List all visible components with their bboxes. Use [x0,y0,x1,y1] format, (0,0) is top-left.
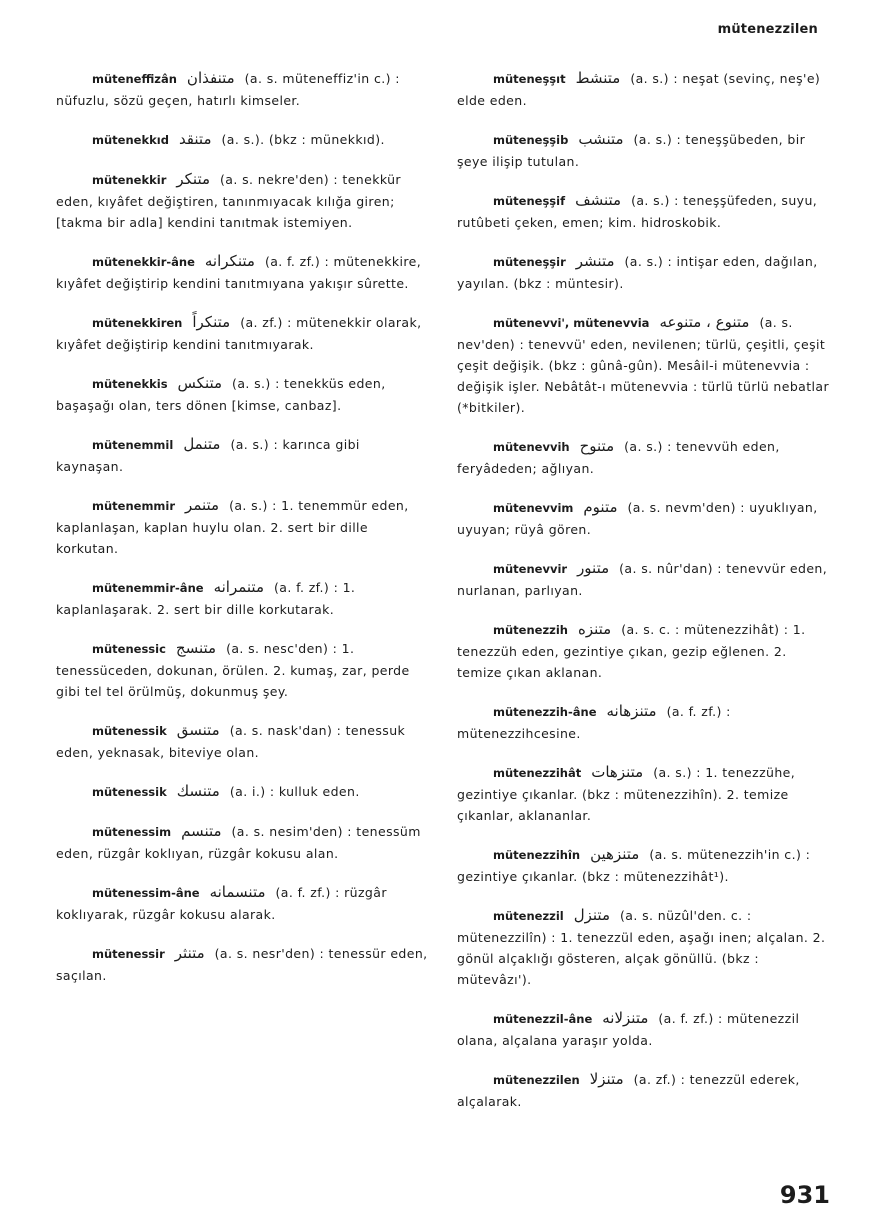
dictionary-entry [457,558,829,601]
running-head: mütenezzilen [717,22,818,37]
dictionary-entry [457,129,829,172]
dictionary-entry [56,821,428,864]
entry-definition: (a. s. nevm'den) : uyuklıyan, uyuyan; rüyâ gören. [457,500,818,537]
entry-definition: (a. s. nesr'den) : tenessür eden, saçılan. [56,946,428,983]
entry-arabic-script: متنسج [175,639,217,657]
entry-definition: (a. s. nesim'den) : tenessüm eden, rüzgâr koklıyan, rüzgâr kokusu alan. [56,824,421,861]
entry-headword: mütenemmir-âne [92,581,204,595]
entry-headword: mütenezzilen [493,1073,580,1087]
dictionary-entry [56,720,428,763]
entry-headword: mütenekkir-âne [92,255,195,269]
entry-definition: (a. s. nesc'den) : 1. tenessüceden, dokunan, örülen. 2. kumaş, zar, perde gibi tel tel örülmüş, dokunmuş şey. [56,641,410,699]
entry-arabic-script: متنوح [579,437,615,455]
entry-headword: müteneşşir [493,255,566,269]
dictionary-entry [457,1069,829,1112]
entry-headword: mütenessic [92,642,166,656]
dictionary-entry [457,701,829,744]
dictionary-entry [457,844,829,887]
dictionary-entry [457,1008,829,1051]
entry-headword: mütenezzil-âne [493,1012,593,1026]
dictionary-entry [56,434,428,477]
entry-headword: mütenezzih-âne [493,705,597,719]
dictionary-entry [457,436,829,479]
dictionary-entry [457,762,829,826]
entry-arabic-script: متنزه [577,620,612,638]
dictionary-entry [56,312,428,355]
entry-definition: (a. i.) : kulluk eden. [229,784,360,799]
entry-definition: (a. s.) : tenevvüh eden, feryâdeden; ağlıyan. [457,439,780,476]
entry-headword: mütenevvir [493,562,568,576]
dictionary-entry [56,68,428,111]
entry-arabic-script: متنفذان [186,69,235,87]
entry-headword: mütenessik [92,724,167,738]
entry-definition: (a. s.) : 1. tenemmür eden, kaplanlaşan, kaplan huylu olan. 2. sert bir dille korkutan. [56,498,409,556]
entry-definition: (a. s. müteneffiz'in c.) : nüfuzlu, sözü geçen, hatırlı kimseler. [56,71,400,108]
entry-definition: (a. f. zf.) : 1. kaplanlaşarak. 2. sert bir dille korkutarak. [56,580,356,617]
entry-definition: (a. s. nev'den) : tenevvü' eden, nevilenen; türlü, çeşitli, çeşit çeşit değişik. (bkz : gûnâ-gûn). Mesâil-i mütenevvia : değişik işler. Nebâtât-ı mütenevvia : türlü türlü nebatlar (*bitkiler). [457,315,830,415]
entry-arabic-script: متنشر [575,252,615,270]
entry-headword: mütenekkıd [92,133,169,147]
entry-definition: (a. s.) : 1. tenezzühe, gezintiye çıkanlar. (bkz : mütenezzihîn). 2. temize çıkanlar, aklananlar. [457,765,796,823]
entry-arabic-script: متنزهين [590,845,640,863]
entry-headword: mütenezzih [493,623,568,637]
dictionary-entry [56,943,428,986]
entry-arabic-script: متنزلانه [602,1009,649,1027]
entry-arabic-script: متنسم [181,822,222,840]
entry-definition: (a. f. zf.) : rüzgâr koklıyarak, rüzgâr kokusu alarak. [56,885,387,922]
dictionary-entry [56,781,428,803]
entry-definition: (a. s. mütenezzih'in c.) : gezintiye çıkanlar. (bkz : mütenezzihât¹). [457,847,811,884]
entry-headword: mütenevvih [493,440,570,454]
entry-headword: mütenessim [92,825,172,839]
entry-arabic-script: متنمرانه [213,578,264,596]
dictionary-entry [457,497,829,540]
entry-arabic-script: متنشب [578,130,624,148]
dictionary-entry [56,129,428,151]
entry-arabic-script: متنزهات [591,763,644,781]
entry-definition: (a. f. zf.) : mütenezzihcesine. [457,704,731,741]
entry-arabic-script: متنكر [176,170,211,188]
entry-definition: (a. zf.) : mütenekkir olarak, kıyâfet değiştirip kendini tanıtmıyarak. [56,315,422,352]
entry-headword: mütenezzihîn [493,848,581,862]
entry-arabic-script: متنكراً [192,313,231,331]
entry-arabic-script: متنمر [185,496,220,514]
entry-headword: müteneffizân [92,72,177,86]
entry-arabic-script: متنسمانه [209,883,266,901]
entry-definition: (a. s.) : karınca gibi kaynaşan. [56,437,360,474]
entry-definition: (a. s. nûr'dan) : tenevvür eden, nurlanan, parlıyan. [457,561,828,598]
entry-headword: mütenekkis [92,377,168,391]
entry-headword: mütenessir [92,947,165,961]
entry-arabic-script: متنسك [176,782,220,800]
entry-arabic-script: متنزل [573,906,610,924]
entry-definition: (a. s. nüzûl'den. c. : mütenezzilîn) : 1. tenezzül eden, aşağı inen; alçalan. 2. gönül alçaklığı gösteren, alçak gönüllü. (bkz : mütevâzı'). [457,908,826,987]
entry-headword: mütenekkiren [92,316,183,330]
entry-definition: (a. s.) : teneşşübeden, bir şeye ilişip tutulan. [457,132,806,169]
entry-definition: (a. s. nekre'den) : tenekkür eden, kıyâfet değiştiren, tanınmıyacak kılığa giren; [takma bir adla] kendini tanıtmak istemiyen. [56,172,401,230]
dictionary-entry [56,495,428,559]
right-column [457,68,829,1130]
entry-definition: (a. s.) : neşat (sevinç, neş'e) elde eden. [457,71,821,108]
dictionary-entry [457,312,829,418]
entry-headword: mütenemmil [92,438,174,452]
entry-arabic-script: متنور [577,559,610,577]
dictionary-entry [457,68,829,111]
entry-headword: müteneşşib [493,133,569,147]
dictionary-entry [56,638,428,702]
entry-arabic-script: متنكس [177,374,223,392]
entry-arabic-script: متنزلا [589,1070,624,1088]
dictionary-entry [56,373,428,416]
entry-headword: mütenekkir [92,173,167,187]
entry-definition: (a. f. zf.) : mütenekkire, kıyâfet değiştirip kendini tanıtmıyana yakışır sûrette. [56,254,422,291]
entry-definition: (a. s.) : teneşşüfeden, suyu, rutûbeti çeken, emen; kim. hidroskobik. [457,193,818,230]
entry-headword: mütenevvi', mütenevvia [493,316,650,330]
entry-definition: (a. s. nask'dan) : tenessuk eden, yeknasak, biteviye olan. [56,723,406,760]
entry-arabic-script: متنقد [178,130,212,148]
entry-definition: (a. s.). (bkz : münekkıd). [221,132,385,147]
dictionary-entry [56,577,428,620]
entry-headword: mütenevvim [493,501,574,515]
entry-headword: müteneşşif [493,194,566,208]
entry-arabic-script: متنثر [174,944,205,962]
dictionary-entry [56,169,428,233]
entry-headword: mütenessik [92,785,167,799]
entry-definition: (a. s.) : tenekküs eden, başaşağı olan, ters dönen [kimse, canbaz]. [56,376,386,413]
entry-arabic-script: متنوع ، متنوعه [659,313,750,331]
entry-arabic-script: متنسق [176,721,220,739]
entry-definition: (a. s. c. : mütenezzihât) : 1. tenezzüh eden, gezintiye çıkan, gezip eğlenen. 2. temize çıkan aklanan. [457,622,806,680]
dictionary-entry [457,251,829,294]
entry-definition: (a. f. zf.) : mütenezzil olana, alçalana yaraşır yolda. [457,1011,800,1048]
entry-arabic-script: متنشف [575,191,622,209]
entry-definition: (a. zf.) : tenezzül ederek, alçalarak. [457,1072,800,1109]
left-column [56,68,428,1004]
entry-headword: mütenezzihât [493,766,582,780]
entry-headword: müteneşşıt [493,72,566,86]
dictionary-entry [457,619,829,683]
entry-headword: mütenessim-âne [92,886,200,900]
entry-headword: mütenezzil [493,909,564,923]
dictionary-entry [457,190,829,233]
entry-arabic-script: متنمل [183,435,221,453]
page-number: 931 [779,1181,830,1209]
dictionary-entry [56,251,428,294]
entry-headword: mütenemmir [92,499,176,513]
entry-arabic-script: متنوم [583,498,618,516]
entry-arabic-script: متنشط [575,69,621,87]
dictionary-entry [457,905,829,990]
entry-arabic-script: متنزهانه [606,702,657,720]
dictionary-entry [56,882,428,925]
entry-arabic-script: متنكرانه [204,252,255,270]
entry-definition: (a. s.) : intişar eden, dağılan, yayılan. (bkz : müntesir). [457,254,818,291]
